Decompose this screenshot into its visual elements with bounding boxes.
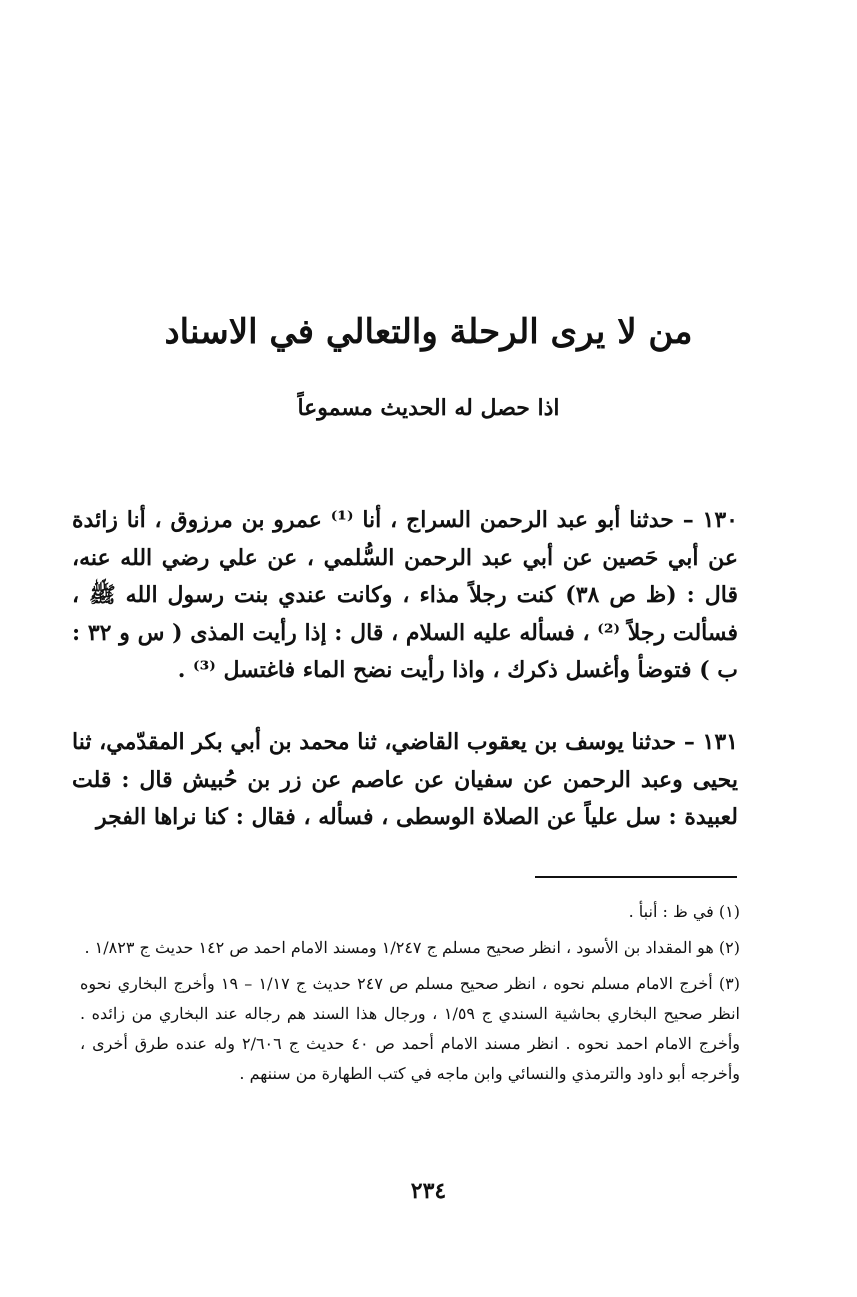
footnote-1: (١) في ظ : أنبأ .	[628, 902, 740, 921]
section-subtitle: اذا حصل له الحديث مسموعاً	[297, 395, 560, 421]
footnote-3: (٣) أخرج الامام مسلم نحوه ، انظر صحيح مسلم ص ٢٤٧ حديث ج ١/١٧ – ١٩ وأخرج البخاري نحوه انظر صحيح البخاري بحاشية السندي ج ١/٥٩ ، ورجال هذا السند هم رجاله عند البخاري من زائده . وأخرج الامام احمد نحوه . انظر مسند الامام أحمد ص ٤٠ حديث ج ٢/٦٠٦ وله عنده طرق أخرى ، وأخرجه أبو داود والترمذي والنسائي وابن ماجه في كتب الطهارة من سننهم .	[80, 974, 741, 1083]
hadith-paragraph: ١٣٠ – حدثنا أبو عبد الرحمن السراج ، أنا ⁽¹⁾ عمرو بن مرزوق ، أنا زائدة عن أبي حَصين عن أبي عبد الرحمن السُّلمي ، عن علي رضي الله عنه، قال : (ظ ص ٣٨) كنت رجلاً مذاء ، وكانت عندي بنت رسول الله ﷺ ، فسألت رجلاً ⁽²⁾ ، فسأله عليه السلام ، قال : إذا رأيت المذى ( س و ٣٢ : ب ) فتوضأ وأغسل ذكرك ، واذا رأيت نضح الماء فاغتسل ⁽³⁾ .	[72, 507, 739, 683]
hadith-130	[72, 502, 738, 690]
section-title: من لا يرى الرحلة والتعالي في الاسناد	[164, 312, 693, 352]
footnote-divider	[535, 876, 737, 878]
hadith-paragraph: ١٣١ – حدثنا يوسف بن يعقوب القاضي، ثنا محمد بن أبي بكر المقدّمي، ثنا يحيى وعبد الرحمن عن سفيان عن عاصم عن زر بن حُبيش قال : قلت لعبيدة : سل علياً عن الصلاة الوسطى ، فسأله ، فقال : كنا نراها الفجر	[72, 729, 738, 830]
hadith-131	[72, 724, 738, 837]
footnotes	[80, 897, 740, 1095]
page-number: ٢٣٤	[410, 1178, 447, 1204]
footnote-2: (٢) هو المقداد بن الأسود ، انظر صحيح مسلم ج ١/٢٤٧ ومسند الامام احمد ص ١٤٢ حديث ج ١/٨٢٣ .	[84, 938, 740, 957]
